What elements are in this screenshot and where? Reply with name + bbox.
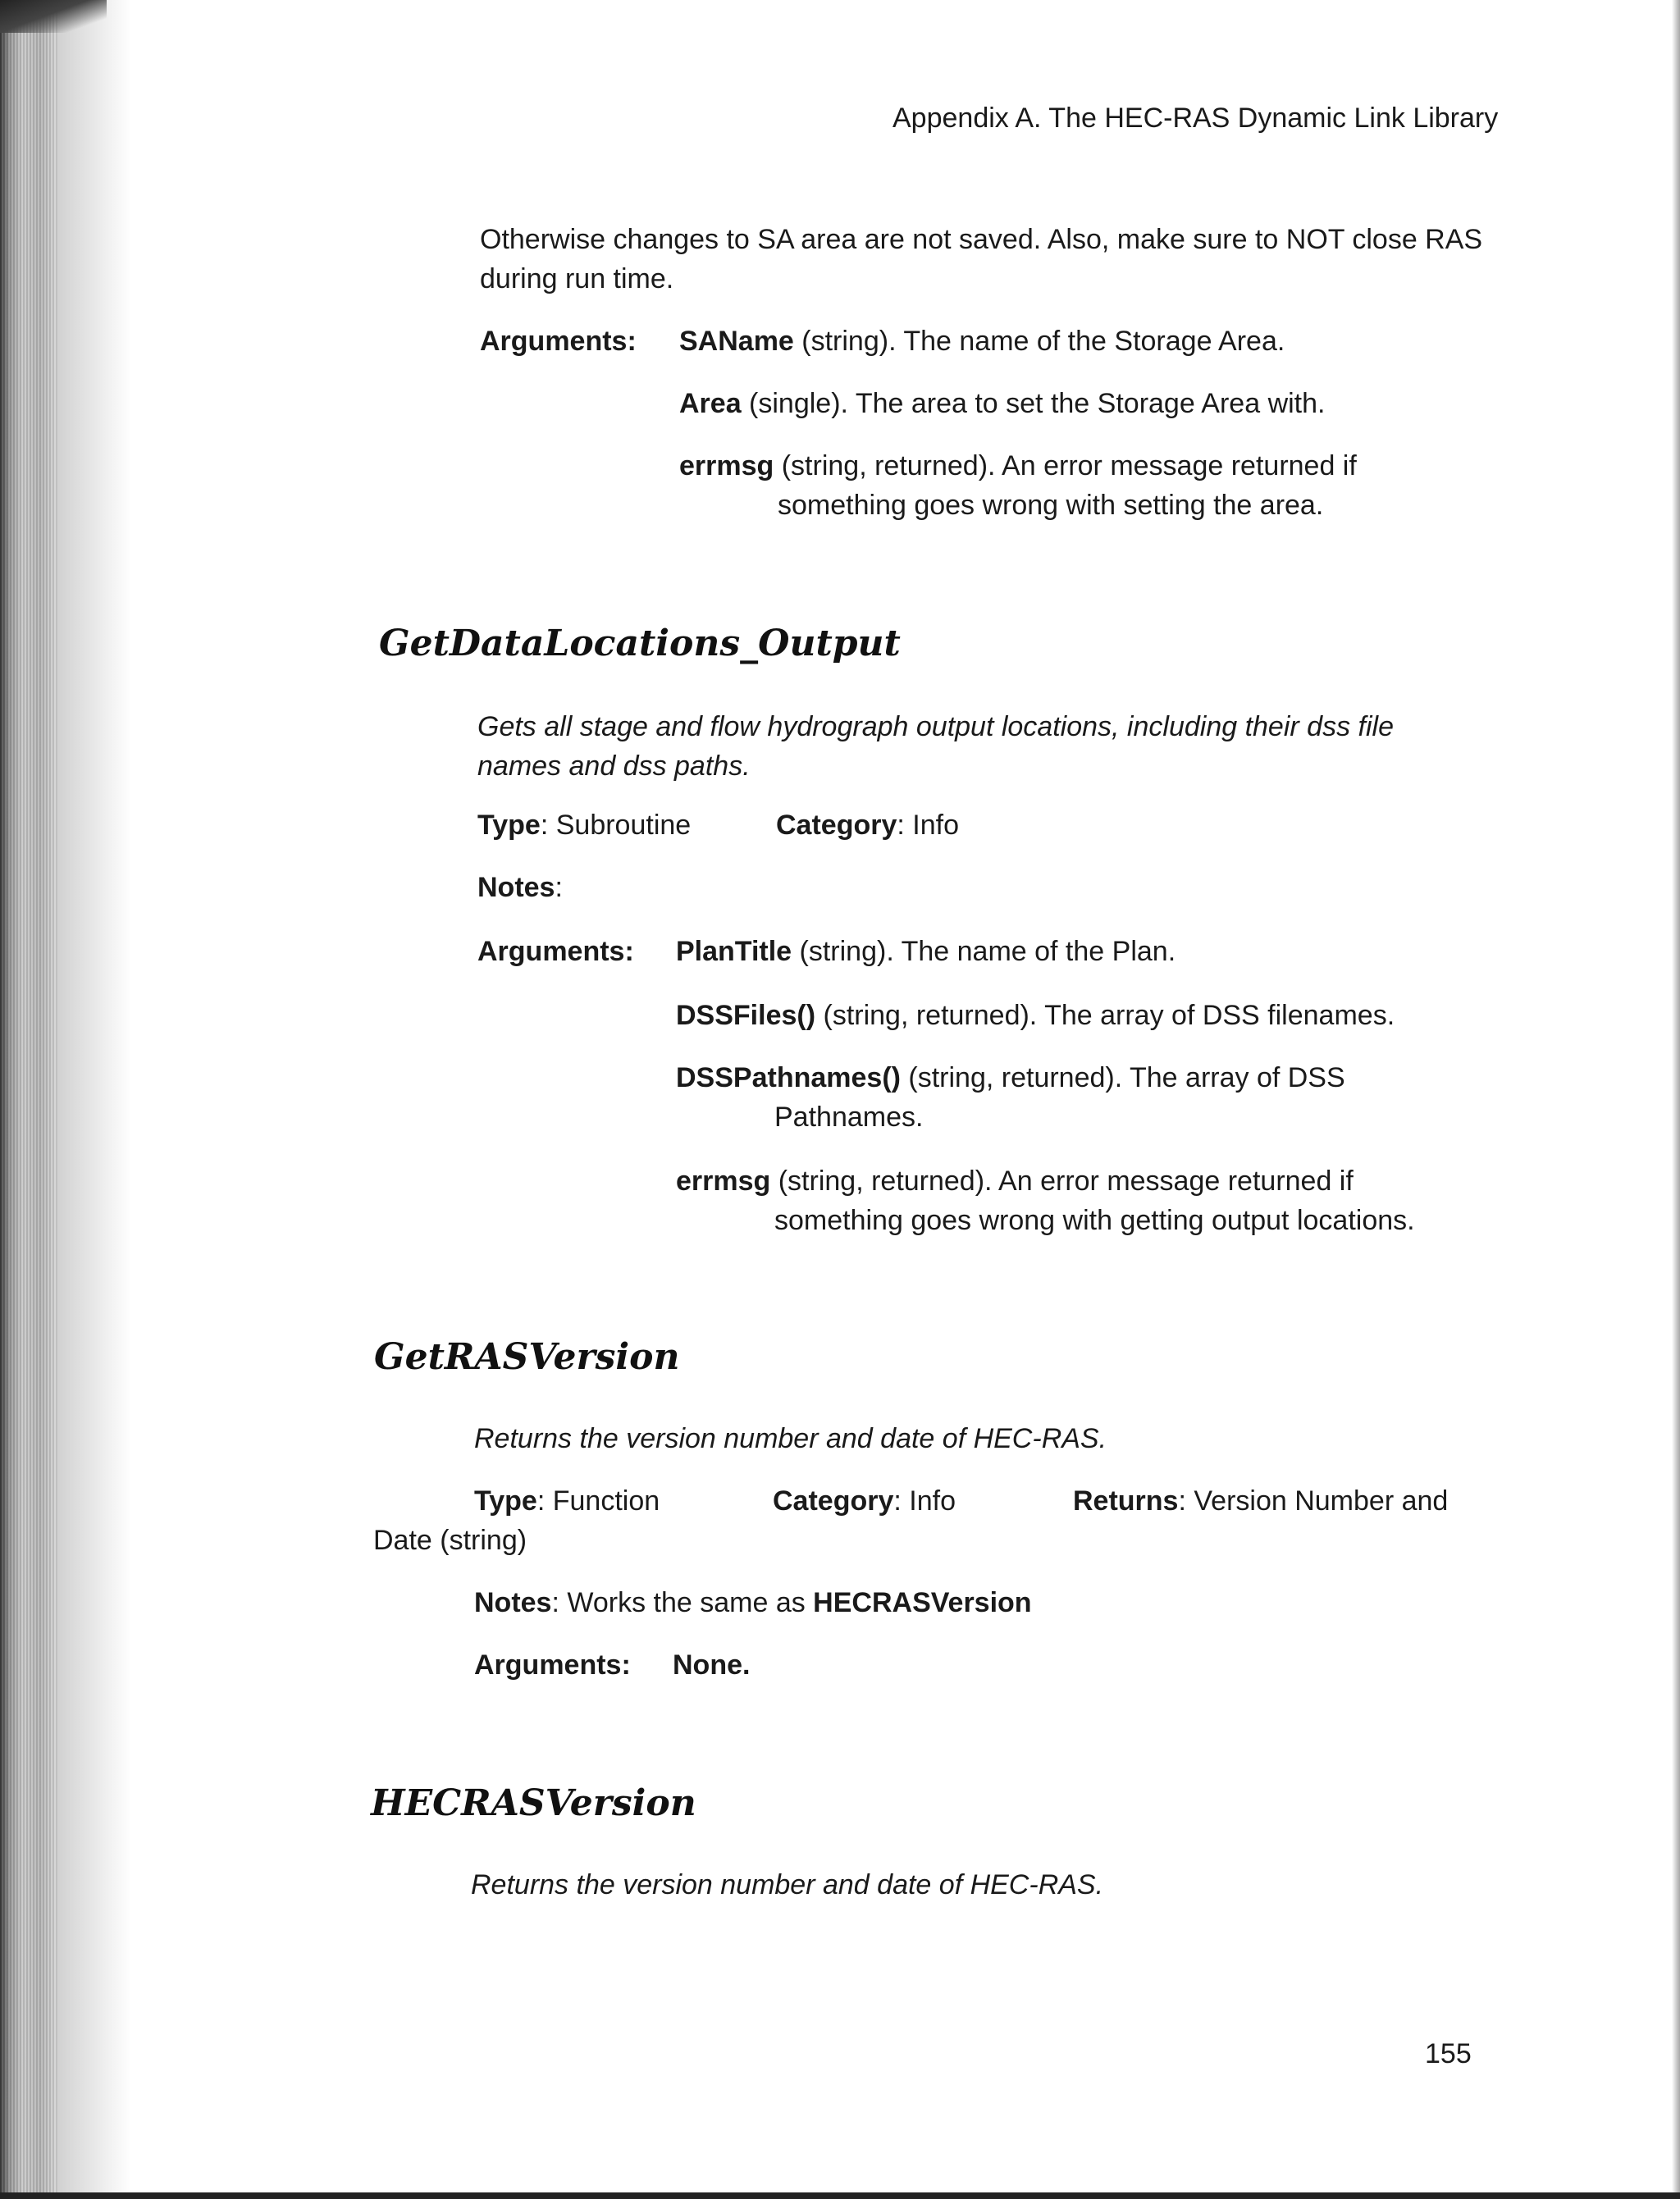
category-field: Category: Info: [773, 1485, 956, 1517]
returns-cont: Date (string): [373, 1525, 527, 1556]
type-field: Type: Function: [474, 1485, 660, 1517]
notes-field: Notes: Works the same as HECRASVersion: [474, 1587, 1032, 1618]
argument-errmsg: errmsg (string, returned). An error message returned if: [679, 450, 1357, 481]
intro-line-1: Otherwise changes to SA area are not saved. Also, make sure to NOT close RAS: [480, 224, 1483, 255]
description: Returns the version number and date of HEC-RAS.: [474, 1423, 1107, 1454]
type-field: Type: Subroutine: [477, 810, 692, 841]
gutter-shadow: [57, 0, 131, 2199]
category-field: Category: Info: [776, 810, 959, 841]
argument-area: Area (single). The area to set the Storage Area with.: [679, 388, 1326, 419]
page-number: 155: [1425, 2038, 1472, 2069]
argument-errmsg-cont: something goes wrong with getting output locations.: [774, 1205, 1415, 1236]
section-title: GetRASVersion: [374, 1336, 680, 1378]
arguments-label: Arguments:: [474, 1649, 631, 1681]
argument-dsspathnames: DSSPathnames() (string, returned). The array of DSS: [676, 1062, 1345, 1093]
book-binding-shadow: [0, 0, 57, 2199]
page-edge-bottom: [0, 2192, 1680, 2199]
argument-errmsg-cont: something goes wrong with setting the area.: [778, 490, 1324, 521]
description: Returns the version number and date of HEC-RAS.: [471, 1869, 1104, 1900]
description-line-1: Gets all stage and flow hydrograph output locations, including their dss file: [477, 711, 1394, 742]
notes-field: Notes:: [477, 872, 563, 903]
running-header: Appendix A. The HEC-RAS Dynamic Link Library: [892, 103, 1499, 134]
argument-dsspathnames-cont: Pathnames.: [774, 1102, 924, 1133]
returns-field: Returns: Version Number and: [1073, 1485, 1449, 1517]
section-title: HECRASVersion: [371, 1782, 696, 1824]
arguments-label: Arguments:: [480, 326, 637, 357]
section-title: GetDataLocations_Output: [379, 623, 901, 664]
description-line-2: names and dss paths.: [477, 750, 751, 782]
argument-dssfiles: DSSFiles() (string, returned). The array of DSS filenames.: [676, 1000, 1395, 1031]
arguments-label: Arguments:: [477, 936, 634, 967]
intro-line-2: during run time.: [480, 263, 674, 294]
page-edge-right: [1672, 0, 1680, 2199]
argument-plantitle: PlanTitle (string). The name of the Plan.: [676, 936, 1176, 967]
argument-errmsg: errmsg (string, returned). An error message returned if: [676, 1166, 1354, 1197]
argument-saname: SAName (string). The name of the Storage Area.: [679, 326, 1285, 357]
page-corner: [0, 0, 107, 33]
arguments-value: None.: [673, 1649, 751, 1681]
